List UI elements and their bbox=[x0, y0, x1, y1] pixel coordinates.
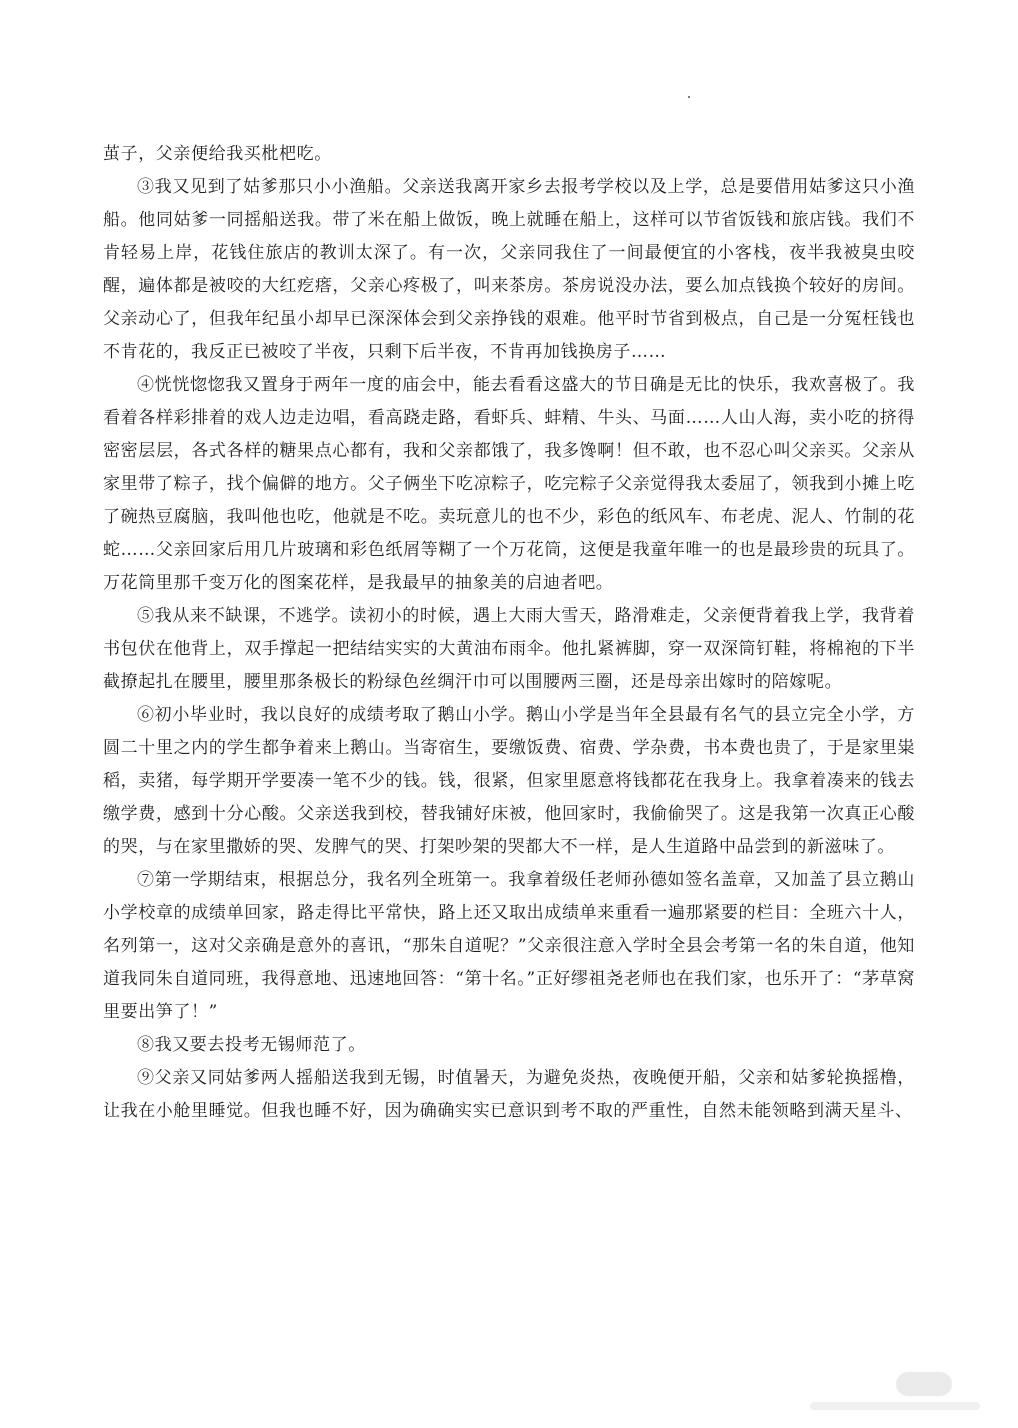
paragraph-8: ⑧我又要去投考无锡师范了。 bbox=[137, 1035, 366, 1055]
paragraph-6: ⑥初小毕业时，我以良好的成绩考取了鹅山小学。鹅山小学是当年全县最有名气的县立完全小学，方圆二十里之内的学生都争着来上鹅山。当寄宿生，要缴饭费、宿费、学杂费，书本费也贵了，于是家里粜稻，卖猪，每学期开学要凑一笔不少的钱。钱，很紧，但家里愿意将钱都花在我身上。我拿着凑来的钱去缴学费，感到十分心酸。父亲送我到校，替我铺好床被，他回家时，我偷偷哭了。这是我第一次真正心酸的哭，与在家里撒娇的哭、发脾气的哭、打架吵架的哭都大不一样，是人生道路中品尝到的新滋味了。 bbox=[103, 705, 915, 857]
watermark-caption bbox=[810, 1402, 980, 1410]
article-body bbox=[103, 138, 915, 1128]
paragraph-5: ⑤我从来不缺课，不逃学。读初小的时候，遇上大雨大雪天，路滑难走，父亲便背着我上学，我背着书包伏在他背上，双手撑起一把结结实实的大黄油布雨伞。他扎紧裤脚，穿一双深筒钉鞋，将棉袍的下半截撩起扎在腰里，腰里那条极长的粉绿色丝绸汗巾可以围腰两三圈，还是母亲出嫁时的陪嫁呢。 bbox=[103, 606, 915, 692]
watermark-logo-icon bbox=[896, 1372, 952, 1396]
paragraph-4: ④恍恍惚惚我又置身于两年一度的庙会中，能去看看这盛大的节日确是无比的快乐，我欢喜极了。我看着各样彩排着的戏人边走边唱，看高跷走路，看虾兵、蚌精、牛头、马面……人山人海，卖小吃的挤得密密层层，各式各样的糖果点心都有，我和父亲都饿了，我多馋啊！但不敢，也不忍心叫父亲买。父亲从家里带了粽子，找个偏僻的地方。父子俩坐下吃凉粽子，吃完粽子父亲觉得我太委屈了，领我到小摊上吃了碗热豆腐脑，我叫他也吃，他就是不吃。卖玩意儿的也不少，彩色的纸风车、布老虎、泥人、竹制的花蛇……父亲回家后用几片玻璃和彩色纸屑等糊了一个万花筒，这便是我童年唯一的也是最珍贵的玩具了。万花筒里那千变万化的图案花样，是我最早的抽象美的启迪者吧。 bbox=[103, 375, 915, 593]
paragraph-3: ③我又见到了姑爹那只小小渔船。父亲送我离开家乡去报考学校以及上学，总是要借用姑爹这只小渔船。他同姑爹一同摇船送我。带了米在船上做饭，晚上就睡在船上，这样可以节省饭钱和旅店钱。我们不肯轻易上岸，花钱住旅店的教训太深了。有一次，父亲同我住了一间最便宜的小客栈，夜半我被臭虫咬醒，遍体都是被咬的大红疙瘩，父亲心疼极了，叫来茶房。茶房说没办法，要么加点钱换个较好的房间。父亲动心了，但我年纪虽小却早已深深体会到父亲挣钱的艰难。他平时节省到极点，自己是一分冤枉钱也不肯花的，我反正已被咬了半夜，只剩下后半夜，不肯再加钱换房子…… bbox=[103, 177, 915, 362]
paragraph-9: ⑨父亲又同姑爹两人摇船送我到无锡，时值暑天，为避免炎热，夜晚便开船，父亲和姑爹轮换摇橹，让我在小舱里睡觉。但我也睡不好，因为确确实实已意识到考不取的严重性，自然未能领略到满天星斗、 bbox=[103, 1068, 915, 1121]
paragraph-7: ⑦第一学期结束，根据总分，我名列全班第一。我拿着级任老师孙德如签名盖章，又加盖了县立鹅山小学校章的成绩单回家，路走得比平常快，路上还又取出成绩单来重看一遍那紧要的栏目：全班六十人，名列第一，这对父亲确是意外的喜讯，“那朱自道呢？”父亲很注意入学时全县会考第一名的朱自道，他知道我同朱自道同班，我得意地、迅速地回答：“第十名。”正好缪祖尧老师也在我们家，也乐开了：“茅草窝里要出笋了！” bbox=[103, 870, 915, 1022]
paragraph-continuation: 茧子，父亲便给我买枇杷吃。 bbox=[103, 144, 332, 164]
watermark bbox=[808, 1360, 998, 1420]
page-mark bbox=[688, 96, 690, 98]
